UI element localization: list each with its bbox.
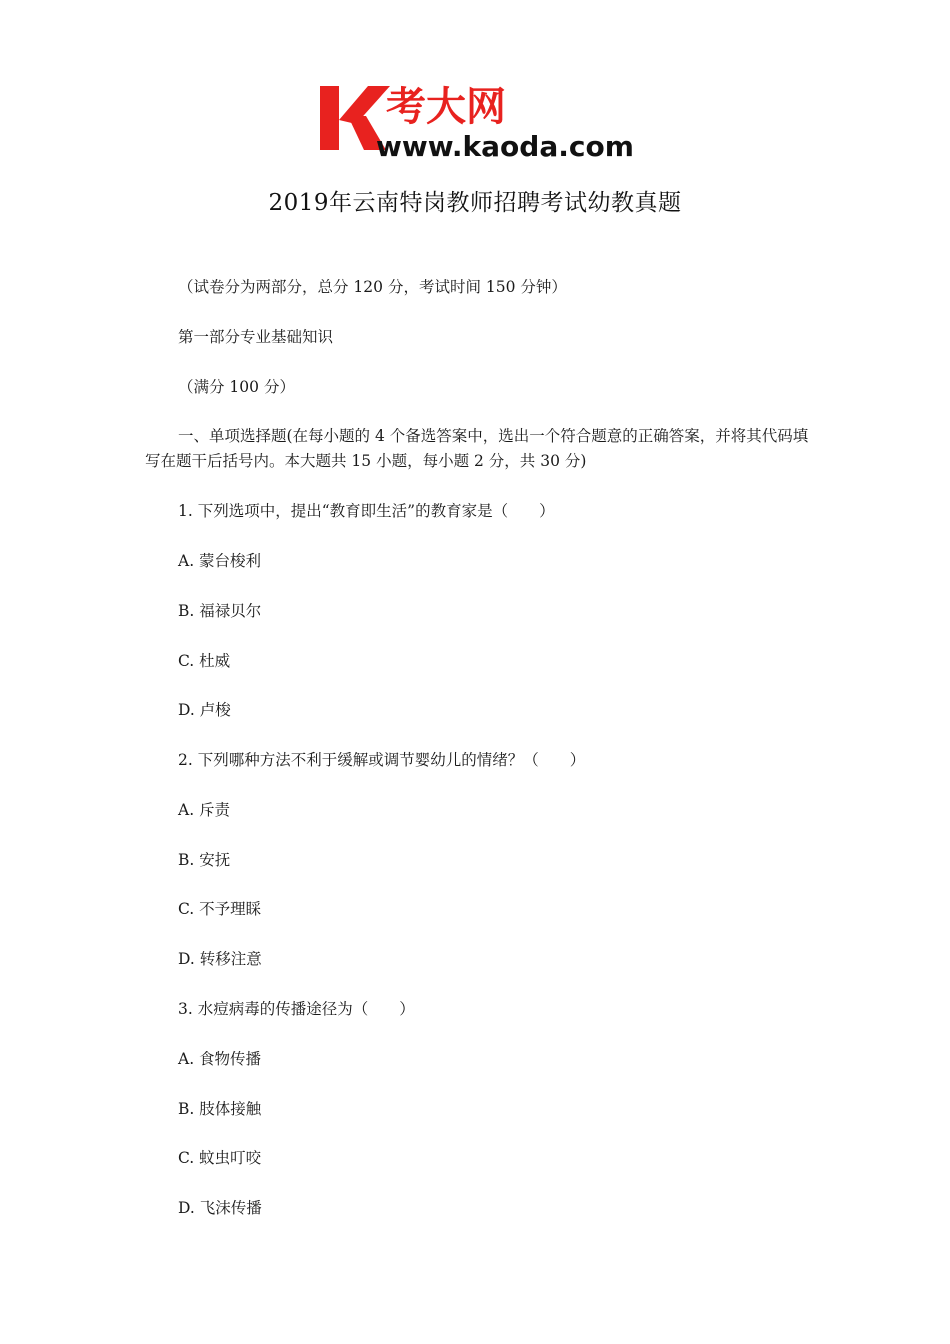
question-option: B. 肢体接触 bbox=[178, 1100, 262, 1118]
question-option: C. 蚊虫叮咬 bbox=[178, 1149, 262, 1167]
question-option: B. 福禄贝尔 bbox=[178, 602, 262, 620]
kaoda-logo bbox=[318, 80, 648, 164]
section-instructions: 一、单项选择题(在每小题的 4 个备选答案中，选出一个符合题意的正确答案，并将其代码填写在题干后括号内。本大题共 15 小题，每小题 2 分，共 30 分) bbox=[145, 427, 809, 470]
question-option: A. 斥责 bbox=[178, 801, 231, 819]
part-score: （满分 100 分） bbox=[178, 378, 295, 396]
question-stem: 3. 水痘病毒的传播途径为（ ） bbox=[178, 1000, 415, 1018]
question-option: D. 转移注意 bbox=[178, 950, 262, 968]
kaoda-logo-graphic bbox=[318, 80, 648, 164]
logo-url-text: www.kaoda.com bbox=[376, 130, 634, 163]
question-stem: 2. 下列哪种方法不利于缓解或调节婴幼儿的情绪？（ ） bbox=[178, 751, 586, 769]
question-option: A. 食物传播 bbox=[178, 1050, 262, 1068]
question-option: D. 卢梭 bbox=[178, 701, 231, 719]
question-option: D. 飞沫传播 bbox=[178, 1199, 262, 1217]
question-option: C. 杜威 bbox=[178, 652, 231, 670]
part-heading: 第一部分专业基础知识 bbox=[178, 328, 334, 346]
question-option: A. 蒙台梭利 bbox=[178, 552, 262, 570]
exam-note: （试卷分为两部分，总分 120 分，考试时间 150 分钟） bbox=[178, 278, 567, 296]
question-option: B. 安抚 bbox=[178, 851, 231, 869]
page-title: 2019年云南特岗教师招聘考试幼教真题 bbox=[268, 190, 682, 216]
question-stem: 1. 下列选项中，提出“教育即生活”的教育家是（ ） bbox=[178, 502, 555, 520]
question-option: C. 不予理睬 bbox=[178, 900, 262, 918]
logo-brand-text: 考大网 bbox=[386, 84, 506, 130]
